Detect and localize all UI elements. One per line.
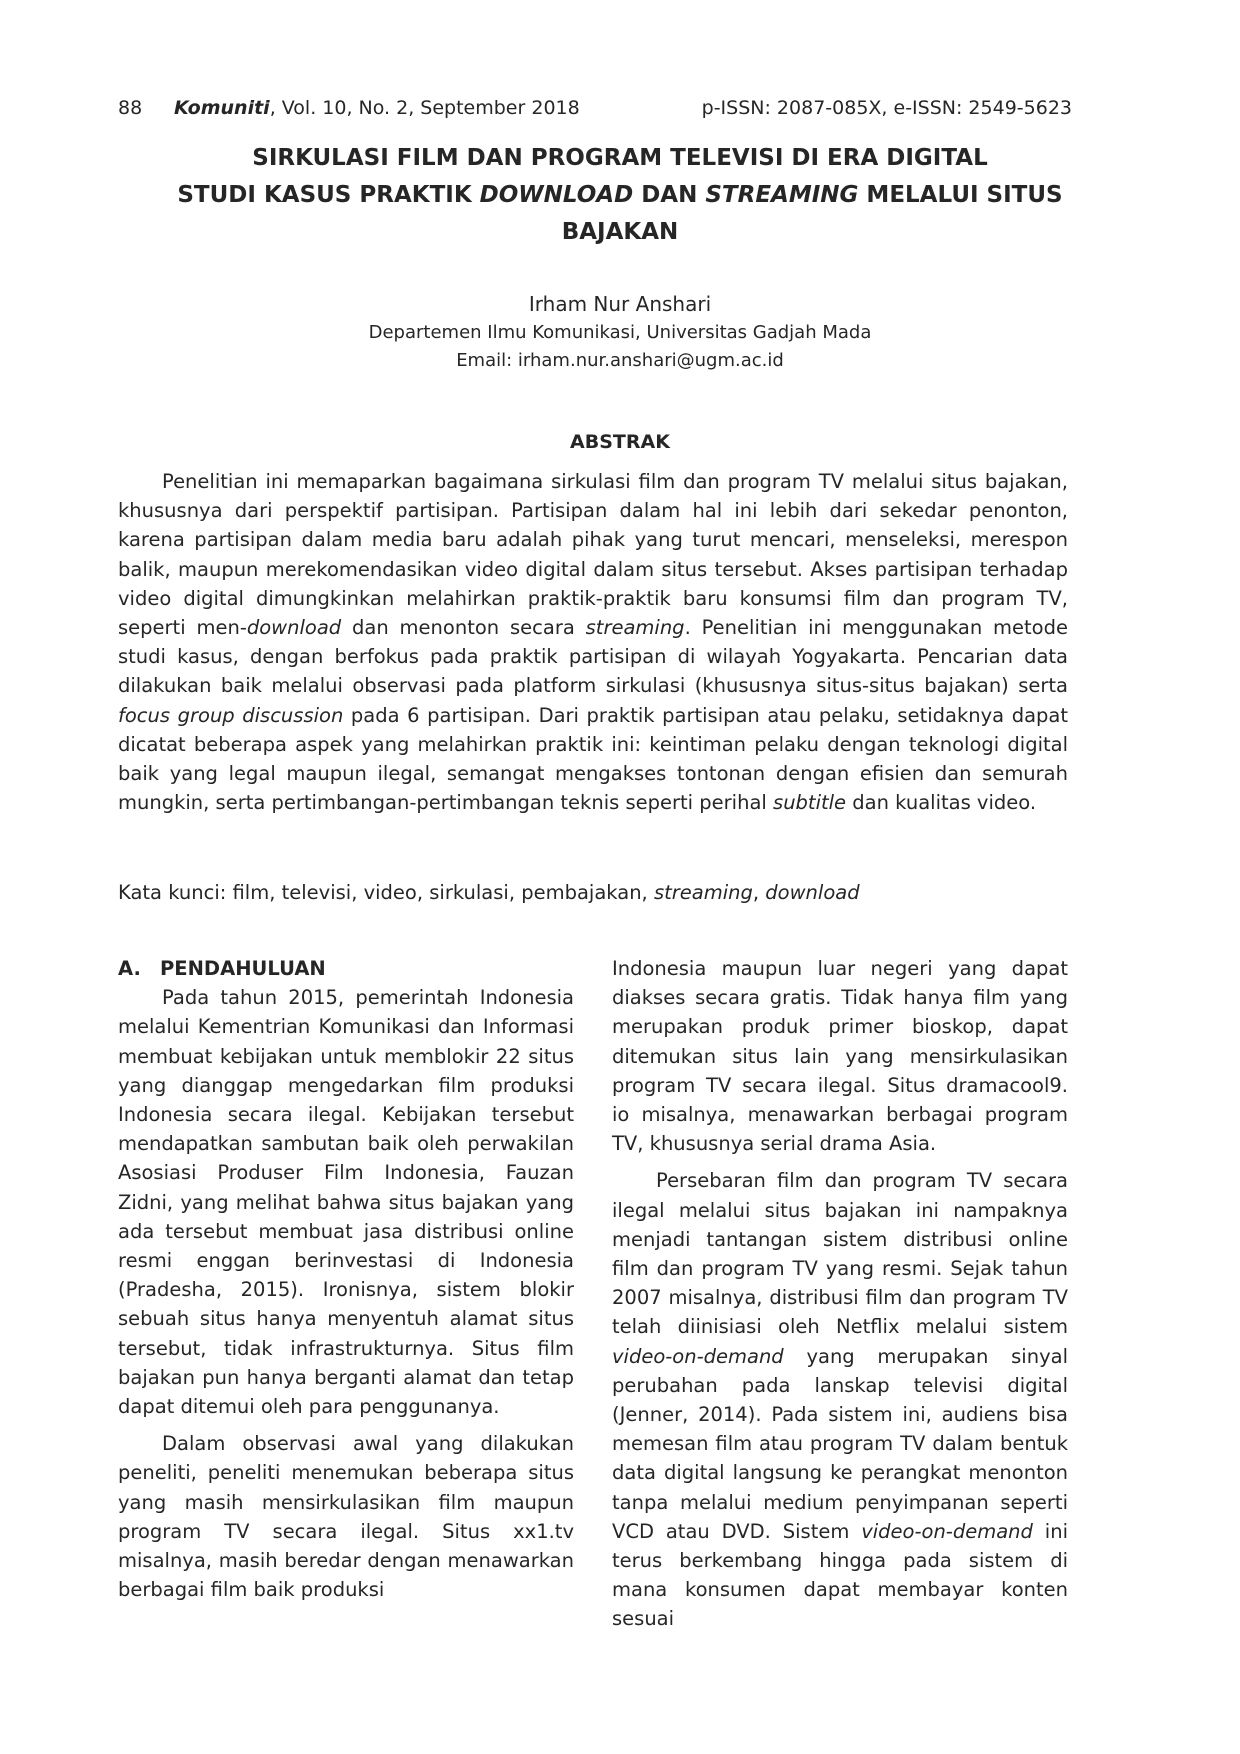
paragraph-italic: video-on-demand xyxy=(612,1344,784,1368)
keyword-italic: streaming xyxy=(653,881,753,904)
author-email: Email: irham.nur.anshari@ugm.ac.id xyxy=(456,350,784,371)
abstract-italic: subtitle xyxy=(773,791,847,815)
title-segment: DAN xyxy=(633,182,706,208)
paragraph-italic: video-on-demand xyxy=(861,1519,1033,1543)
title-italic-streaming: STREAMING xyxy=(705,182,859,208)
author-affiliation: Departemen Ilmu Komunikasi, Universitas Gadjah Mada xyxy=(368,322,872,343)
abstract-italic: focus group discussion xyxy=(118,703,344,727)
title-segment: MELALUI SITUS xyxy=(858,182,1063,208)
journal-name: Komuniti xyxy=(174,97,270,119)
abstract-text: dan menonton secara xyxy=(341,616,586,640)
title-italic-download: DOWNLOAD xyxy=(479,182,634,208)
author-name: Irham Nur Anshari xyxy=(528,292,712,316)
paragraph xyxy=(612,1166,1068,1633)
section-title: PENDAHULUAN xyxy=(160,957,326,980)
abstract-text: Penelitian ini memaparkan bagaimana sirkulasi film dan program TV melalui situs bajakan, khususnya dari perspektif partisipan. Partisipan dalam hal ini lebih dari sekedar penonton, karena partisipan dalam media baru adalah pihak yang turut mencari, menseleksi, merespon balik, maupun merekomendasikan video digital dalam situs tersebut. Akses partisipan terhadap video digital dimungkinkan melahirkan praktik-praktik baru konsumsi film dan program TV, seperti men- xyxy=(118,470,1068,640)
paragraph-text: Persebaran film dan program TV secara ilegal melalui situs bajakan ini nampaknya menjadi tantangan sistem distribusi online film dan program TV yang resmi. Sejak tahun 2007 misalnya, distribusi film dan program TV telah diinisiasi oleh Netflix melalui sistem xyxy=(612,1169,1068,1339)
title-line-2 xyxy=(120,177,1120,214)
journal-volume: , Vol. 10, No. 2, September 2018 xyxy=(269,97,580,119)
section-heading xyxy=(118,954,574,983)
page-number: 88 xyxy=(118,97,143,119)
journal-citation xyxy=(174,93,580,123)
keywords xyxy=(118,878,1068,908)
abstract-text: pada 6 partisipan. Dari praktik partisipan atau pelaku, setidaknya dapat dicatat beberapa aspek yang melahirkan praktik ini: keintiman pelaku dengan teknologi digital baik yang legal maupun ilegal, semangat mengakses tontonan dengan efisien dan semurah mungkin, serta pertimbangan-pertimbangan teknis seperti perihal xyxy=(118,703,1068,815)
section-letter: A. xyxy=(118,957,141,980)
author-block xyxy=(120,289,1120,375)
paragraph: Pada tahun 2015, pemerintah Indonesia melalui Kementrian Komunikasi dan Informasi membuat kebijakan untuk memblokir 22 situs yang dianggap mengedarkan film produksi Indonesia secara ilegal. Kebijakan tersebut mendapatkan sambutan baik oleh perwakilan Asosiasi Produser Film Indonesia, Fauzan Zidni, yang melihat bahwa situs bajakan yang ada tersebut membuat jasa distribusi online resmi enggan berinvestasi di Indonesia (Pradesha, 2015). Ironisnya, sistem blokir sebuah situs hanya menyentuh alamat situs tersebut, tidak infrastrukturnya. Situs film bajakan pun hanya berganti alamat dan tetap dapat ditemui oleh para penggunanya. xyxy=(118,986,574,1419)
title-segment: STUDI KASUS PRAKTIK xyxy=(177,182,480,208)
title-line-3: BAJAKAN xyxy=(561,219,679,245)
paragraph-text: ini terus berkembang hingga pada sistem di mana konsumen dapat membayar konten sesuai xyxy=(612,1519,1068,1631)
issn: p-ISSN: 2087-085X, e-ISSN: 2549-5623 xyxy=(701,97,1072,119)
paragraph: Dalam observasi awal yang dilakukan peneliti, peneliti menemukan beberapa situs yang masih mensirkulasikan film maupun program TV secara ilegal. Situs xx1.tv misalnya, masih beredar dengan menawarkan berbagai film baik produksi xyxy=(118,1432,574,1602)
paragraph-text: yang merupakan sinyal perubahan pada lanskap televisi digital (Jenner, 2014). Pada sistem ini, audiens bisa memesan film atau program TV dalam bentuk data digital langsung ke perangkat menonton tanpa melalui medium penyimpanan seperti VCD atau DVD. Sistem xyxy=(612,1344,1068,1543)
running-header xyxy=(118,93,1072,123)
abstract-heading: ABSTRAK xyxy=(570,431,670,453)
abstract-text: . Penelitian ini menggunakan metode studi kasus, dengan berfokus pada praktik partisipan di wilayah Yogyakarta. Pencarian data dilakukan baik melalui observasi pada platform sirkulasi (khususnya situs-situs bajakan) serta xyxy=(118,616,1068,698)
paragraph: Indonesia maupun luar negeri yang dapat diakses secara gratis. Tidak hanya film yang merupakan produk primer bioskop, dapat ditemukan situs lain yang mensirkulasikan program TV secara ilegal. Situs dramacool9. io misalnya, menawarkan berbagai program TV, khususnya serial drama Asia. xyxy=(612,957,1068,1156)
abstract-text: dan kualitas video. xyxy=(846,791,1037,815)
keywords-separator: , xyxy=(752,881,766,904)
title-line-1: SIRKULASI FILM DAN PROGRAM TELEVISI DI ERA DIGITAL xyxy=(252,145,988,171)
right-column xyxy=(612,954,1068,1642)
left-column xyxy=(118,954,574,1612)
abstract-body xyxy=(118,467,1068,817)
keyword-italic: download xyxy=(765,881,860,904)
abstract-italic: streaming xyxy=(585,616,685,640)
article-title xyxy=(120,140,1120,251)
abstract-italic: download xyxy=(246,616,342,640)
keywords-text: Kata kunci: film, televisi, video, sirkulasi, pembajakan, xyxy=(118,881,654,904)
